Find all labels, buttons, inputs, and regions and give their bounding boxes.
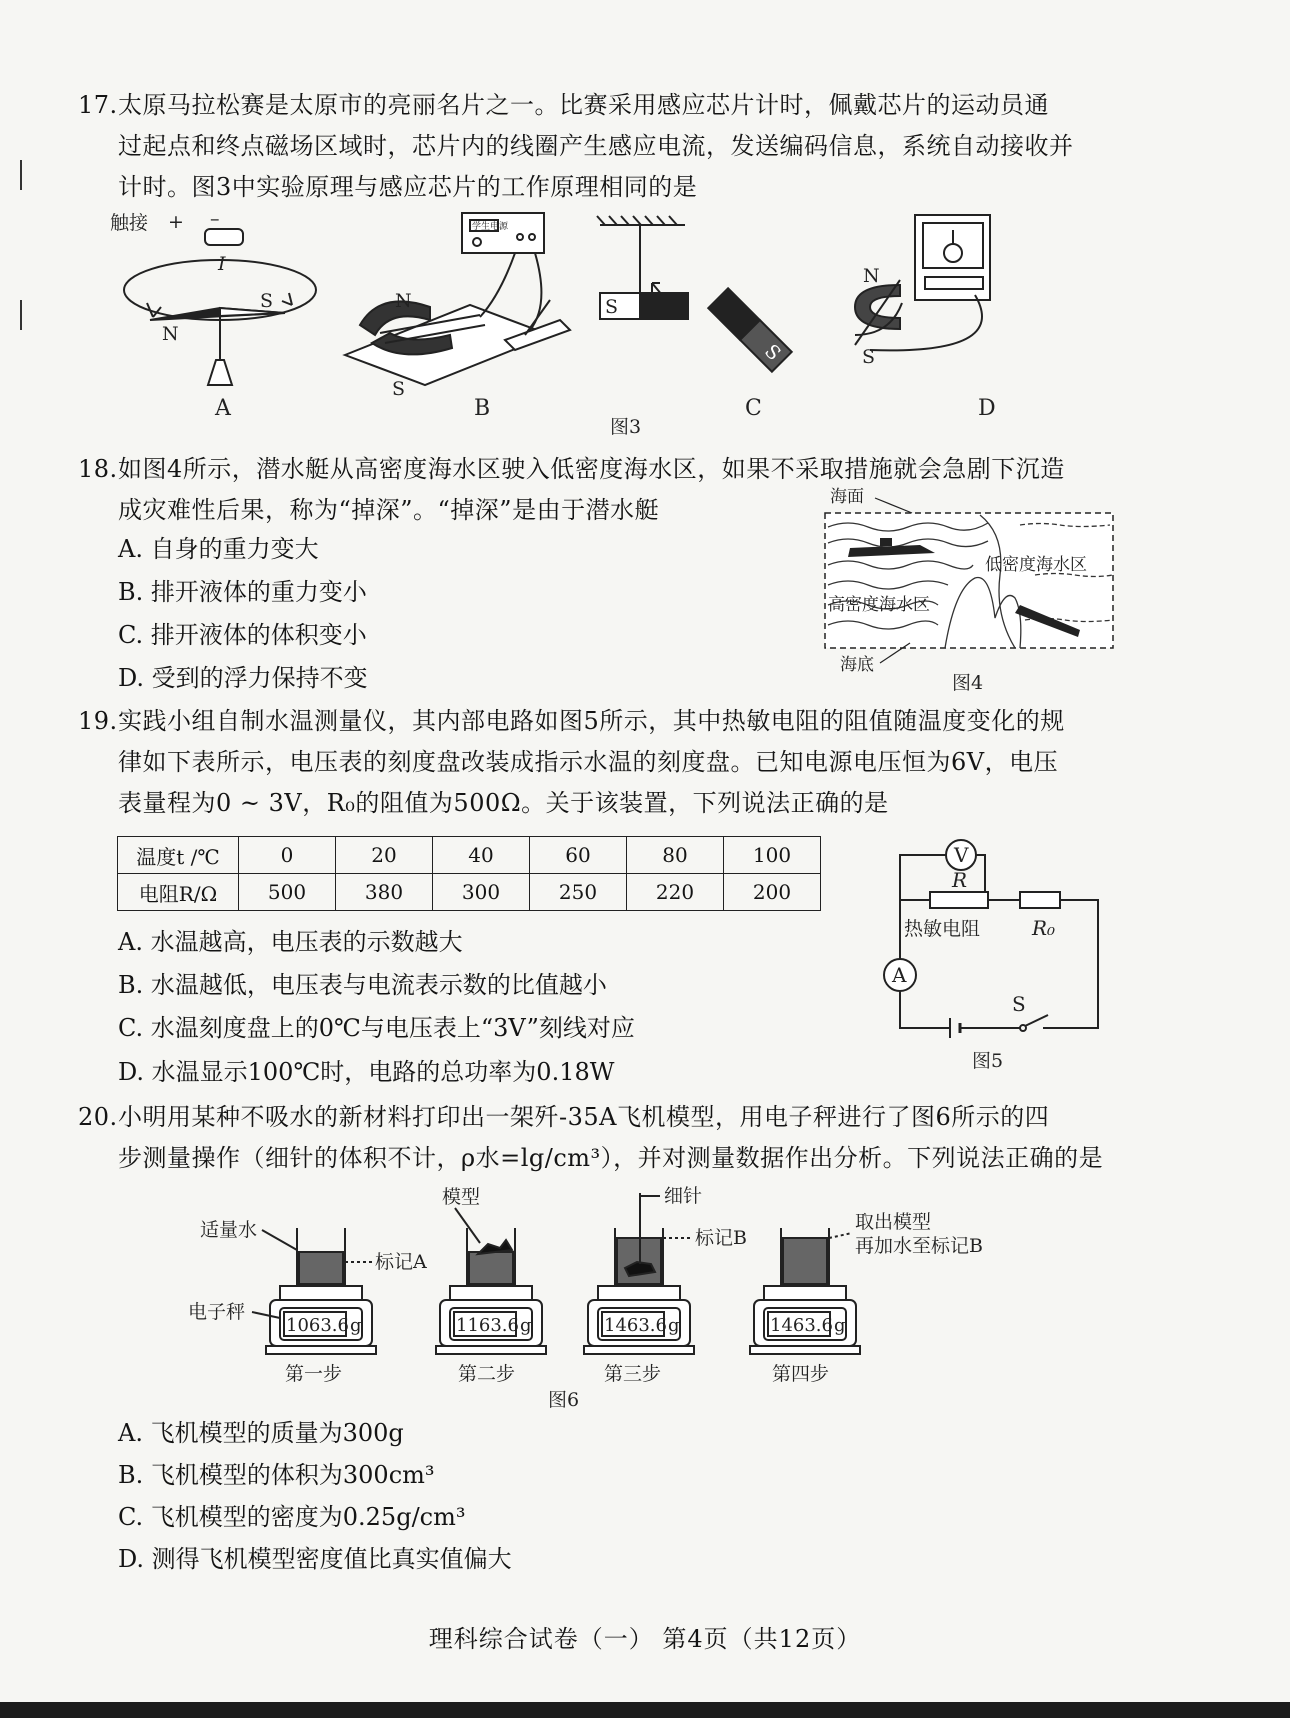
fig3-label-c: C xyxy=(745,396,762,421)
table-row xyxy=(118,837,821,874)
question-text: 太原马拉松赛是太原市的亮丽名片之一。比赛采用感应芯片计时，佩戴芯片的运动员通 xyxy=(118,91,1049,119)
table-row xyxy=(118,874,821,911)
fig4-high-density: 高密度海水区 xyxy=(828,595,930,615)
binding-mark xyxy=(20,300,22,330)
option-c: C. 飞机模型的密度为0.25g/cm³ xyxy=(118,1503,466,1531)
fig6-water: 适量水 xyxy=(200,1219,258,1241)
page-footer: 理科综合试卷（一） 第4页（共12页） xyxy=(428,1625,862,1653)
table-header: 电阻R/Ω xyxy=(118,874,239,911)
fig6-take-out: 再加水至标记B xyxy=(855,1235,983,1257)
fig3-a-minus: – xyxy=(210,208,220,230)
fig6-reading: 1463.6 xyxy=(604,1315,667,1336)
fig6-scale: 电子秤 xyxy=(188,1301,246,1323)
table-cell: 0 xyxy=(239,837,336,874)
fig5-thermistor: 热敏电阻 xyxy=(904,918,981,940)
fig5-switch: S xyxy=(1012,992,1026,1016)
fig6-take-out: 取出模型 xyxy=(855,1211,932,1233)
question-19 xyxy=(78,701,1128,824)
fig3-b-north: N xyxy=(395,290,412,312)
table-cell: 200 xyxy=(724,874,821,911)
option-b: B. 水温越低，电压表与电流表示数的比值越小 xyxy=(118,971,607,999)
figure-3 xyxy=(110,208,1110,438)
question-text: 过起点和终点磁场区域时，芯片内的线圈产生感应电流，发送编码信息，系统自动接收并 xyxy=(118,132,1074,160)
question-text: 律如下表所示，电压表的刻度盘改装成指示水温的刻度盘。已知电源电压恒为6V，电压 xyxy=(118,748,1059,776)
figure-5 xyxy=(870,835,1110,1075)
figure-caption: 图6 xyxy=(548,1389,580,1411)
fig6-step-label: 第四步 xyxy=(772,1363,830,1385)
fig6-unit: g xyxy=(834,1315,846,1336)
question-number: 18. xyxy=(78,455,118,483)
fig3-label-a: A xyxy=(215,396,231,421)
fig6-step-label: 第二步 xyxy=(458,1363,516,1385)
fig3-c-diagram xyxy=(597,216,792,372)
binding-mark xyxy=(20,160,22,190)
fig5-voltmeter: V xyxy=(954,843,969,867)
fig6-reading: 1063.6 xyxy=(286,1315,349,1336)
question-20 xyxy=(78,1097,1128,1179)
question-text: 成灾难性后果，称为“掉深”。“掉深”是由于潜水艇 xyxy=(118,496,660,524)
table-cell: 80 xyxy=(627,837,724,874)
fig3-d-north: N xyxy=(863,265,880,287)
table-cell: 100 xyxy=(724,837,821,874)
table-cell: 380 xyxy=(336,874,433,911)
fig6-unit: g xyxy=(520,1315,532,1336)
figure-4 xyxy=(820,485,1120,695)
fig6-needle: 细针 xyxy=(664,1185,703,1207)
fig6-mark-a: 标记A xyxy=(375,1251,427,1273)
table-cell: 300 xyxy=(433,874,530,911)
table-header: 温度t /℃ xyxy=(118,837,239,874)
option-d: D. 测得飞机模型密度值比真实值偏大 xyxy=(118,1545,512,1573)
option-a: A. 飞机模型的质量为300g xyxy=(118,1419,404,1447)
option-d: D. 水温显示100℃时，电路的总功率为0.18W xyxy=(118,1058,615,1086)
fig6-step-label: 第三步 xyxy=(604,1363,662,1385)
fig6-reading: 1463.6 xyxy=(770,1315,833,1336)
fig3-b-device: 学生电源 xyxy=(472,222,509,232)
fig3-a-touch: 触接 xyxy=(110,212,149,234)
question-number: 19. xyxy=(78,707,118,735)
fig5-resistor-r: R xyxy=(952,868,968,892)
fig3-b-south: S xyxy=(392,378,406,400)
option-b: B. 飞机模型的体积为300cm³ xyxy=(118,1461,435,1489)
figure-6 xyxy=(180,1185,1040,1411)
fig6-unit: g xyxy=(350,1315,362,1336)
table-cell: 250 xyxy=(530,874,627,911)
question-text: 步测量操作（细针的体积不计，ρ水=lg/cm³），并对测量数据作出分析。下列说法正确的是 xyxy=(118,1144,1104,1172)
fig3-a-current: I xyxy=(218,253,226,275)
fig3-c-south: S xyxy=(760,340,785,366)
option-b: B. 排开液体的重力变小 xyxy=(118,578,367,606)
fig5-r0: R₀ xyxy=(1032,916,1056,940)
fig6-unit: g xyxy=(668,1315,680,1336)
fig3-a-plus: + xyxy=(168,211,184,233)
fig3-a-south: S xyxy=(260,290,274,312)
fig4-low-density: 低密度海水区 xyxy=(985,555,1087,575)
fig6-mark-b: 标记B xyxy=(695,1227,747,1249)
table-cell: 40 xyxy=(433,837,530,874)
figure-caption: 图4 xyxy=(952,672,984,694)
scan-edge xyxy=(0,1702,1290,1718)
fig3-c-south: S xyxy=(605,296,619,318)
question-text: 小明用某种不吸水的新材料打印出一架歼-35A飞机模型，用电子秤进行了图6所示的四 xyxy=(118,1103,1050,1131)
option-c: C. 排开液体的体积变小 xyxy=(118,621,367,649)
figure-caption: 图5 xyxy=(972,1050,1004,1072)
table-cell: 220 xyxy=(627,874,724,911)
fig6-model: 模型 xyxy=(442,1186,481,1208)
table-cell: 20 xyxy=(336,837,433,874)
question-17 xyxy=(78,85,1128,208)
fig4-sea-surface: 海面 xyxy=(830,487,864,507)
question-text: 实践小组自制水温测量仪，其内部电路如图5所示，其中热敏电阻的阻值随温度变化的规 xyxy=(118,707,1065,735)
option-c: C. 水温刻度盘上的0℃与电压表上“3V”刻线对应 xyxy=(118,1014,635,1042)
fig3-label-d: D xyxy=(978,396,996,421)
question-number: 20. xyxy=(78,1103,118,1131)
fig3-d-south: S xyxy=(862,346,876,368)
fig6-step-label: 第一步 xyxy=(285,1363,343,1385)
table-cell: 60 xyxy=(530,837,627,874)
fig3-a-north: N xyxy=(162,323,179,345)
fig6-reading: 1163.6 xyxy=(456,1315,519,1336)
fig4-sea-floor: 海底 xyxy=(840,655,874,675)
question-text: 表量程为0 ~ 3V，R₀的阻值为500Ω。关于该装置，下列说法正确的是 xyxy=(118,789,889,817)
fig3-label-b: B xyxy=(474,396,491,421)
option-d: D. 受到的浮力保持不变 xyxy=(118,664,368,692)
fig5-ammeter: A xyxy=(892,963,907,987)
option-a: A. 自身的重力变大 xyxy=(118,535,319,563)
question-number: 17. xyxy=(78,91,118,119)
fig3-b-diagram xyxy=(345,213,570,385)
option-a: A. 水温越高，电压表的示数越大 xyxy=(118,928,463,956)
figure-caption: 图3 xyxy=(610,416,642,438)
resistance-table xyxy=(117,836,821,911)
question-text: 计时。图3中实验原理与感应芯片的工作原理相同的是 xyxy=(118,173,698,201)
table-cell: 500 xyxy=(239,874,336,911)
question-text: 如图4所示，潜水艇从高密度海水区驶入低密度海水区，如果不采取措施就会急剧下沉造 xyxy=(118,455,1065,483)
